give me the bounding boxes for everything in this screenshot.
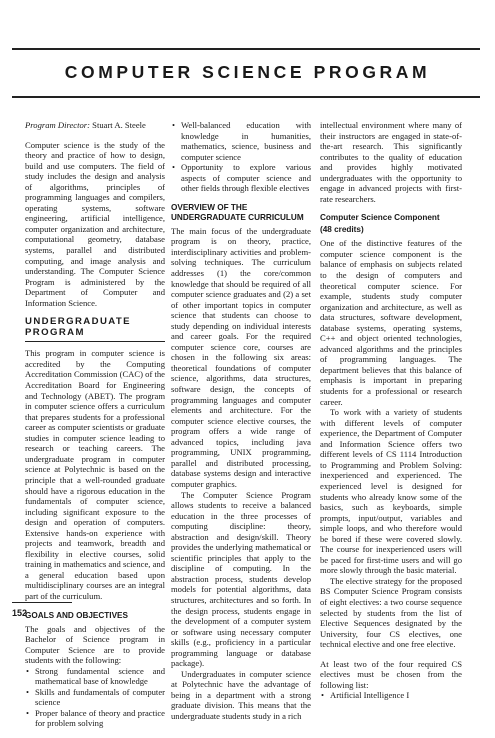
column-2 [171, 120, 311, 722]
page-number: 152 [12, 608, 28, 618]
component-paragraph: One of the distinctive features of the computer science component is the balance of emphasis on subjects related to the design of computers and theoretical computer science. For example, students study computer organization and architecture, as well as data structures, software development, database systems, operating systems, C++ and object oriented technologies, advanced algorithms and the principles of programming languages. The department believes that this balance of emphasis is important in preparing students for a professional or research career. [320, 238, 462, 407]
overview-heading-line-2: UNDERGRADUATE CURRICULUM [171, 212, 304, 222]
goals-paragraph: The goals and objectives of the Bachelor of Science program in Computer Science are to provide students with the following: [25, 623, 165, 666]
goals-list-continued [171, 120, 311, 194]
list-item: • Proper balance of theory and practice for problem solving [25, 708, 165, 729]
program-director [25, 120, 165, 131]
variety-paragraph: To work with a variety of students with different levels of computer experience, the Department of Computer and Information Science offers two different levels of CS 1114 Introduction to Programming and Problem Solving: inexperienced and experienced. The experienced level is designed for students who already know some of the basics, such as keyboards, simple prompts, input/output, variables and simple loops, and who therefore would be bored if these were covered slowly. The course for inexperienced users will be paced for first-time users and will go more slowly through the basic material. [320, 407, 462, 576]
list-item: • Artificial Intelligence I [320, 690, 462, 701]
undergraduate-heading: UNDERGRADUATE PROGRAM [25, 317, 165, 342]
list-item: • Well-balanced education with knowledge in humanities, mathematics, science, business and computer science [171, 120, 311, 162]
page-title: COMPUTER SCIENCE PROGRAM [64, 62, 431, 82]
goals-list [25, 666, 165, 729]
elective-list [320, 690, 462, 701]
list-item: • Skills and fundamentals of computer science [25, 687, 165, 708]
overview-heading-line-1: OVERVIEW OF THE [171, 202, 248, 212]
overview-heading [171, 203, 311, 223]
overview-paragraph: The main focus of the undergraduate program is on theory, practice, interdisciplinary activities and problem-solving techniques. The curriculum addresses (1) the core/common knowledge that should be required of all computer science graduates and (2) a set of other important topics in computer science that students can choose to study depending on individual interests and career goals. For the required computer science core, courses are chosen in the following six areas: theoretical foundations of computer science, algorithms, data structures, software design, the concepts of programming languages and computer elements and architecture. For the computer science elective courses, the program offers a wide range of advanced topics, including java programming, UNIX programming, parallel and distributed processing, database systems design and interactive computer graphics. [171, 225, 311, 489]
title-rule-bottom [12, 96, 480, 98]
elective-paragraph: The elective strategy for the proposed BS Computer Science Program consists of eight electives: a two course sequence selected by students from the list of Elective Sequences designated by the University, four CS electives, one technical elective and one free elective. [320, 575, 462, 650]
required-electives-paragraph: At least two of the four required CS electives must be chosen from the following list: [320, 658, 462, 690]
intro-paragraph: Computer science is the study of the theory and practice of how to design, build and use computers. The field of study includes the design and analysis of algorithms, principles of programming languages and compilers, operating systems, software engineering, artificial intelligence, computer organization and architecture, computational geometry, database systems, parallel and distributed computing, and image analysis and understanding. The Computer Science Program is administered by the Department of Computer and Information Science. [25, 139, 165, 308]
director-name: Stuart A. Steele [92, 120, 146, 130]
program-paragraph: The Computer Science Program allows students to receive a balanced education in the three processes of computing discipline: theory, abstraction and design/skill. Theory provides the underlying mathematical or scientific principles that apply to the discipline of computing. In the abstraction process, students develop models for potential algorithms, data structures, architectures and so forth. In the design process, students engage in the development of a computer system or software using necessary computer skills (e.g., proficiency in a particular programming language or database package). [171, 489, 311, 669]
undergraduate-paragraph: This program in computer science is accredited by the Computing Accreditation Commission (CAC) of the Accreditation Board for Engineering and Technology (ABET). The program in computer science offers a curriculum that prepares students for a professional career as computer scientists or graduate studies in computer science leading to research or teaching careers. The undergraduate program in computer science at Polytechnic is based on the principle that a well-rounded graduate should have a rigorous education in the fundamentals of computer science, including significant exposure to the design and operation of computers. Extensive hands-on experience with projects and teamwork, breadth and flexibility in elective courses, solid training in mathematics and science, and a general education based upon multidisciplinary courses are an integral part of the curriculum. [25, 348, 165, 601]
title-rule-top [12, 48, 480, 50]
polytechnic-paragraph: Undergraduates in computer science at Polytechnic have the advantage of being in a department with a strong graduate division. This means that the undergraduate students study in a rich [171, 668, 311, 721]
director-label: Program Director: [25, 120, 91, 130]
continued-paragraph: intellectual environment where many of their instructors are engaged in state-of-the-art research. This significantly contributes to the quality of education and provides highly motivated undergraduates with the opportunity to engage in advanced projects with first-rate researchers. [320, 120, 462, 204]
list-item: • Strong fundamental science and mathematical base of knowledge [25, 666, 165, 687]
column-3 [320, 120, 462, 710]
component-credits: (48 credits) [320, 225, 364, 235]
column-1 [25, 120, 165, 738]
component-heading: Computer Science Component [320, 213, 440, 223]
page-number-rule [12, 602, 72, 603]
list-item: • Opportunity to explore various aspects of computer science and other fields through flexible electives [171, 162, 311, 194]
goals-heading: GOALS AND OBJECTIVES [25, 610, 128, 620]
